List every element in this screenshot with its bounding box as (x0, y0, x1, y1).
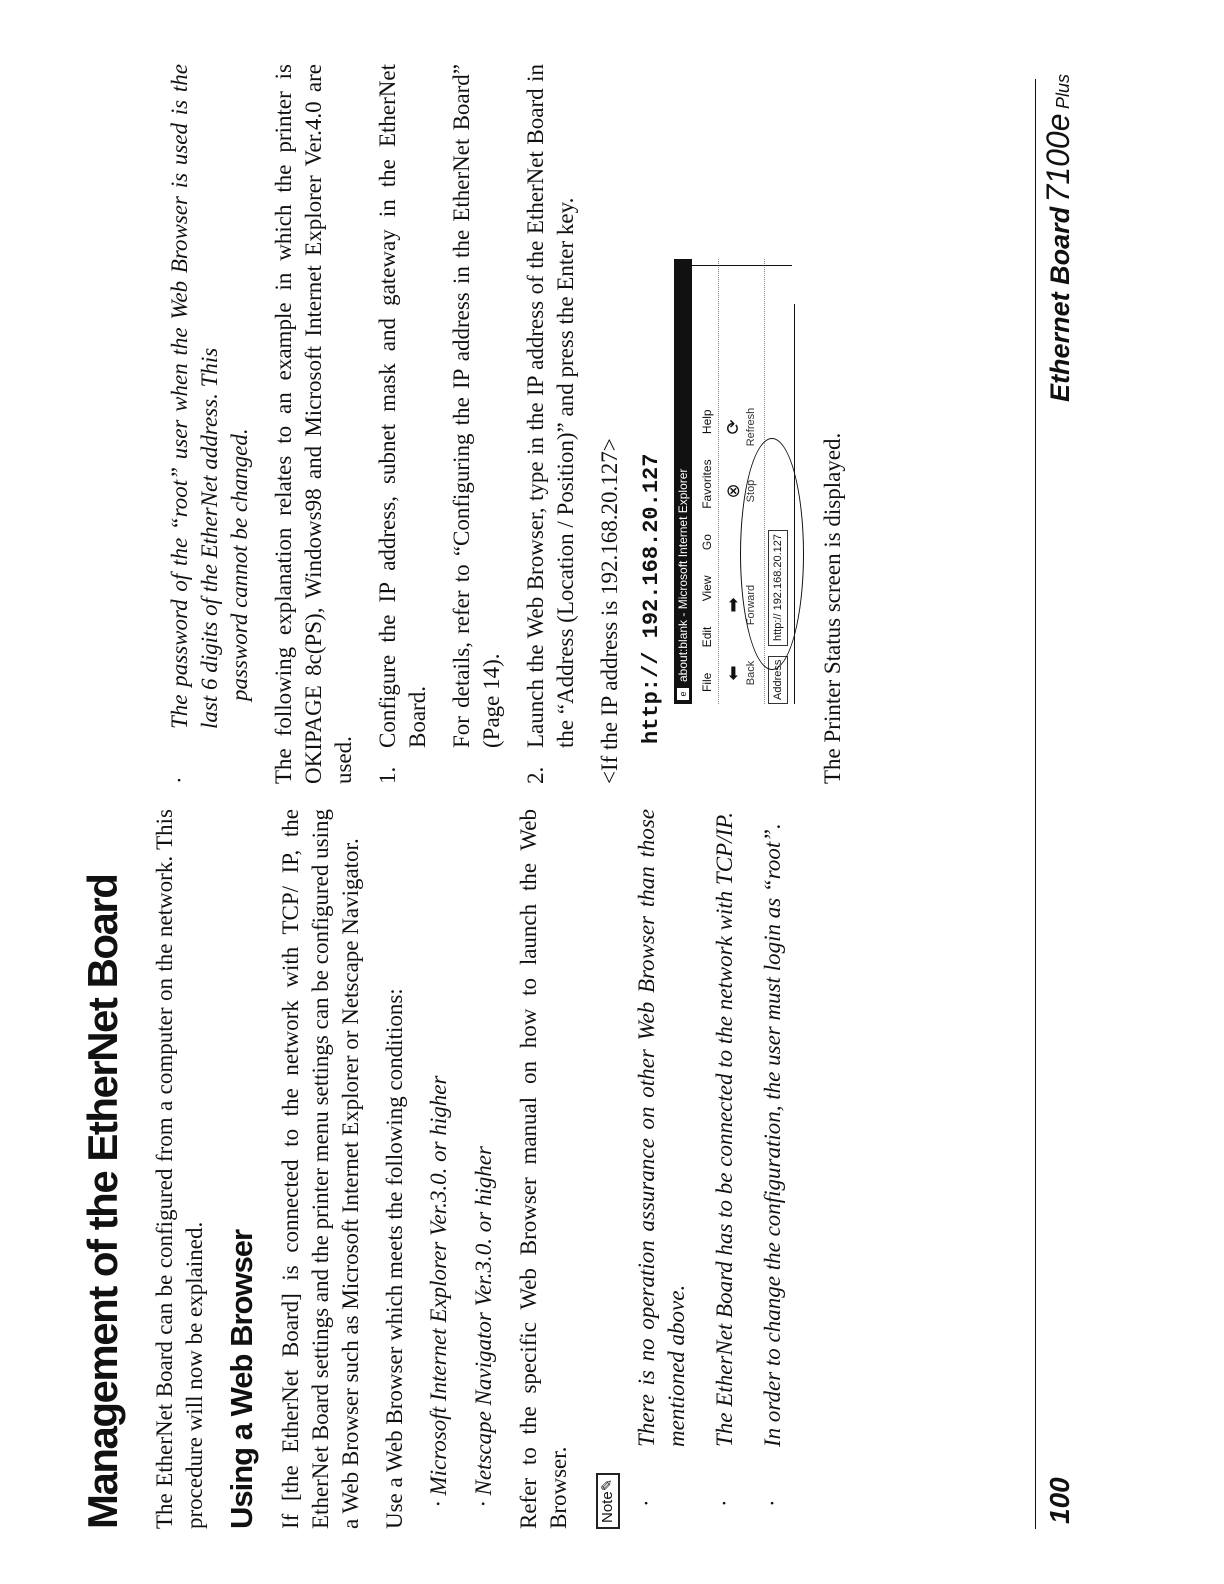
ip-example-label: <If the IP address is 192.168.20.127> (597, 438, 622, 784)
bullet-symbol: · (167, 776, 192, 784)
menu-edit[interactable]: Edit (700, 626, 714, 648)
menu-help[interactable]: Help (700, 409, 714, 435)
product-model: 7100e (1040, 113, 1076, 203)
example-paragraph: The following explanation relates to an example in which the printer is OKIPAGE 8c(PS), Windows98 and Microsoft Internet Explorer Ver.4.0 are used. (271, 64, 356, 784)
stop-label: Stop (745, 479, 757, 503)
address-input[interactable]: http:// 192.168.20.127 (768, 530, 788, 646)
browser-window-title: about:blank - Microsoft Internet Explorer (676, 468, 690, 682)
step-text: Launch the Web Browser, type in the IP address of the EtherNet Board in the “Address (Location / Position)” and press the Enter key. (523, 64, 578, 748)
result-paragraph: The Printer Status screen is displayed. (820, 432, 845, 784)
browser-menu-bar (696, 259, 719, 704)
intro-paragraph: The EtherNet Board can be configured from a computer on the network. This procedure will now be explained. (152, 809, 207, 1529)
address-label: Address (768, 656, 788, 704)
password-note-text: The password of the “root” user when the Web Browser is used is the last 6 digits of the EtherNet address. This (167, 64, 222, 729)
note-text: In order to change the configuration, the user must login as “root”. (760, 823, 785, 1447)
bullet-symbol: · (634, 1499, 659, 1507)
right-column (165, 64, 862, 784)
stop-icon: ⊗ (723, 483, 743, 499)
condition-ie: · Microsoft Internet Explorer Ver.3.0. or higher (426, 1075, 451, 1507)
pencil-icon: ✎ (599, 1478, 616, 1492)
section-heading: Using a Web Browser (224, 1229, 259, 1529)
step-2 (521, 64, 581, 784)
conditions-paragraph: Use a Web Browser which meets the following conditions: (382, 988, 407, 1529)
ie-logo-icon: e (677, 688, 689, 700)
note-badge (596, 1473, 620, 1529)
url-example: http:// 192.168.20.127 (639, 453, 664, 744)
note-item (758, 809, 788, 1529)
menu-go[interactable]: Go (700, 534, 714, 551)
product-suffix: Plus (1053, 74, 1073, 110)
step-number: 1. (375, 766, 400, 784)
browser-screenshot (674, 234, 804, 704)
forward-arrow-icon: ➡ (723, 597, 743, 613)
step-text: Configure the IP address, subnet mask and gateway in the EtherNet Board. (375, 64, 430, 748)
tcpip-paragraph: If [the EtherNet Board] is connected to the network with TCP/ IP, the EtherNet Board settings and the printer menu settings can be configured using a Web Browser such as Microsoft Internet Explorer or Netscape Navigator. (278, 809, 363, 1529)
note-text: The EtherNet Board has to be connected to the network with TCP/IP. (712, 812, 737, 1447)
step-1 (373, 64, 433, 784)
refresh-label: Refresh (745, 407, 757, 447)
refresh-button[interactable] (722, 400, 758, 454)
left-column (80, 809, 806, 1529)
refresh-icon: ⟳ (723, 419, 743, 435)
back-button[interactable] (722, 646, 758, 700)
step-number: 2. (523, 766, 548, 784)
product-prefix: Ethernet Board (1045, 206, 1075, 402)
forward-label: Forward (745, 584, 757, 626)
back-arrow-icon: ⬅ (723, 665, 743, 681)
product-name (1040, 74, 1077, 484)
note-label: Note (599, 1491, 616, 1523)
password-note-last: password cannot be changed. (227, 428, 252, 701)
note-item (710, 809, 740, 1529)
menu-favorites[interactable]: Favorites (700, 459, 714, 509)
crop-line (692, 265, 792, 266)
condition-netscape: · Netscape Navigator Ver.3.0. or higher (471, 1146, 496, 1507)
note-text: There is no operation assurance on other Web Browser than those mentioned above. (634, 809, 689, 1447)
page-title: Management of the EtherNet Board (79, 874, 126, 1529)
callout-line (794, 304, 795, 704)
refer-paragraph: Refer to the specific Web Browser manual on how to launch the Web Browser. (516, 809, 571, 1529)
step-1-detail: For details, refer to “Configuring the IP address in the EtherNet Board” (Page 14). (449, 64, 504, 748)
browser-title-bar (674, 259, 692, 704)
bullet-symbol: · (760, 1499, 785, 1507)
password-note (165, 64, 255, 784)
menu-file[interactable]: File (700, 672, 714, 692)
back-label: Back (745, 660, 757, 686)
footer-rule (1035, 79, 1036, 1529)
page-number: 100 (1044, 1477, 1075, 1524)
note-item (632, 809, 692, 1529)
bullet-symbol: · (712, 1499, 737, 1507)
menu-view[interactable]: View (700, 575, 714, 602)
